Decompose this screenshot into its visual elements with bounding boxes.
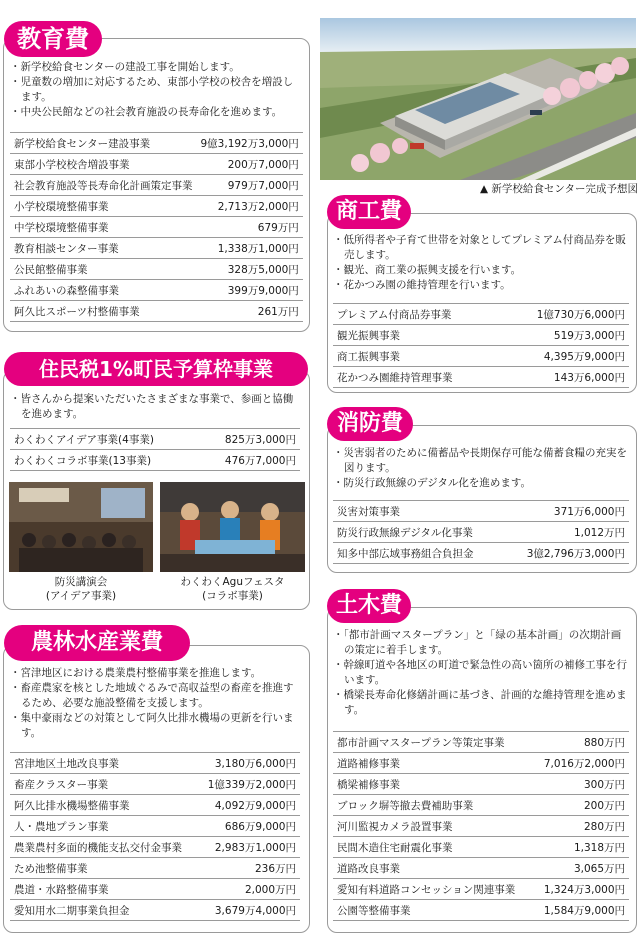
- table-row: [333, 543, 629, 564]
- bullet-item: ・ 橋梁長寿命化修繕計画に基づき、計画的な維持管理を進めます。: [333, 688, 629, 718]
- agriculture-bullets: [10, 666, 300, 741]
- table-row: [10, 259, 303, 280]
- lunch-center-illustration: [320, 18, 636, 180]
- education-bullets: [10, 60, 300, 120]
- table-row: [10, 238, 303, 259]
- project-name: 道路補修事業: [333, 753, 533, 774]
- project-amount: 1,318万円: [533, 837, 629, 858]
- project-amount: 979万7,000円: [197, 175, 303, 196]
- table-row: [333, 858, 629, 879]
- bullet-item: ・ 災害弱者のために備蓄品や長期保存可能な備蓄食糧の充実を図ります。: [333, 446, 629, 476]
- table-row: [333, 837, 629, 858]
- table-row: [333, 795, 629, 816]
- project-amount: 1億730万6,000円: [499, 304, 629, 325]
- project-amount: 2,983万1,000円: [197, 837, 300, 858]
- project-name: 河川監視カメラ設置事業: [333, 816, 533, 837]
- project-amount: 679万円: [197, 217, 303, 238]
- education-title: 教育費: [4, 21, 102, 57]
- project-amount: 236万円: [197, 858, 300, 879]
- project-amount: 1,324万3,000円: [533, 879, 629, 900]
- project-amount: 476万7,000円: [199, 450, 300, 471]
- photo1-caption: [9, 575, 153, 603]
- project-amount: 9億3,192万3,000円: [197, 133, 303, 154]
- project-amount: 3,679万4,000円: [197, 900, 300, 921]
- table-row: [10, 837, 300, 858]
- table-row: [10, 429, 300, 450]
- fire-table: [333, 500, 629, 564]
- table-row: [10, 133, 303, 154]
- table-row: [10, 900, 300, 921]
- project-amount: 261万円: [197, 301, 303, 322]
- agu-festa-photo: [160, 482, 305, 572]
- project-name: 農道・水路整備事業: [10, 879, 197, 900]
- civil-bullets: [333, 628, 629, 718]
- project-name: 人・農地プラン事業: [10, 816, 197, 837]
- project-name: ブロック塀等撤去費補助事業: [333, 795, 533, 816]
- photo1-caption-line2: (アイデア事業): [45, 590, 117, 602]
- table-row: [10, 280, 303, 301]
- project-amount: 4,395万9,000円: [499, 346, 629, 367]
- project-name: ふれあいの森整備事業: [10, 280, 197, 301]
- bullet-item: ・ 新学校給食センターの建設工事を開始します。: [10, 60, 300, 75]
- bullet-item: ・ 中央公民館などの社会教育施設の長寿命化を進めます。: [10, 105, 300, 120]
- project-amount: 519万3,000円: [499, 325, 629, 346]
- table-row: [333, 816, 629, 837]
- table-row: [333, 732, 629, 753]
- fire-bullets: [333, 446, 629, 491]
- project-name: 阿久比排水機場整備事業: [10, 795, 197, 816]
- bullet-item: ・ 「都市計画マスタープラン」と「緑の基本計画」の次期計画の策定に着手します。: [333, 628, 629, 658]
- project-name: 道路改良事業: [333, 858, 533, 879]
- table-row: [10, 175, 303, 196]
- project-amount: 880万円: [533, 732, 629, 753]
- table-row: [333, 367, 629, 388]
- project-amount: 2,713万2,000円: [197, 196, 303, 217]
- project-name: 愛知有料道路コンセッション関連事業: [333, 879, 533, 900]
- project-name: 都市計画マスタープラン等策定事業: [333, 732, 533, 753]
- project-name: 社会教育施設等長寿命化計画策定事業: [10, 175, 197, 196]
- project-amount: 686万9,000円: [197, 816, 300, 837]
- project-amount: 328万5,000円: [197, 259, 303, 280]
- bullet-item: ・ 低所得者や子育て世帯を対象としてプレミアム付商品券を販売します。: [333, 233, 629, 263]
- table-row: [10, 795, 300, 816]
- table-row: [10, 301, 303, 322]
- project-amount: 300万円: [533, 774, 629, 795]
- project-amount: 3,065万円: [533, 858, 629, 879]
- project-name: 知多中部広域事務組合負担金: [333, 543, 504, 564]
- table-row: [333, 501, 629, 522]
- project-amount: 2,000万円: [197, 879, 300, 900]
- bullet-item: ・ 防災行政無線のデジタル化を進めます。: [333, 476, 629, 491]
- project-amount: 399万9,000円: [197, 280, 303, 301]
- project-amount: 280万円: [533, 816, 629, 837]
- project-name: 中学校環境整備事業: [10, 217, 197, 238]
- project-name: 災害対策事業: [333, 501, 504, 522]
- project-amount: 7,016万2,000円: [533, 753, 629, 774]
- project-name: 阿久比スポーツ村整備事業: [10, 301, 197, 322]
- project-name: 宮津地区土地改良事業: [10, 753, 197, 774]
- photo2-caption-line2: (コラボ事業): [202, 590, 263, 602]
- project-amount: 1,012万円: [504, 522, 629, 543]
- agriculture-title: 農林水産業費: [4, 625, 190, 661]
- project-amount: 3億2,796万3,000円: [504, 543, 629, 564]
- table-row: [333, 304, 629, 325]
- project-amount: 200万円: [533, 795, 629, 816]
- table-row: [333, 900, 629, 921]
- commerce-bullets: [333, 233, 629, 293]
- project-name: 農業農村多面的機能支払交付金事業: [10, 837, 197, 858]
- project-name: 小学校環境整備事業: [10, 196, 197, 217]
- table-row: [10, 196, 303, 217]
- bullet-item: ・ 集中豪雨などの対策として阿久比排水機場の更新を行います。: [10, 711, 300, 741]
- project-amount: 1,338万1,000円: [197, 238, 303, 259]
- civil-table: [333, 731, 629, 921]
- education-table: [10, 132, 303, 322]
- bullet-item: ・ 児童数の増加に対応するため、東部小学校の校舎を増設します。: [10, 75, 300, 105]
- project-name: 東部小学校校舎増設事業: [10, 154, 197, 175]
- table-row: [333, 774, 629, 795]
- lunch-center-rendering: [320, 18, 636, 180]
- bullet-item: ・ 観光、商工業の振興支援を行います。: [333, 263, 629, 278]
- project-amount: 200万7,000円: [197, 154, 303, 175]
- project-amount: 4,092万9,000円: [197, 795, 300, 816]
- table-row: [10, 858, 300, 879]
- project-name: 公園等整備事業: [333, 900, 533, 921]
- photo2-caption-line1: わくわくAguフェスタ: [180, 576, 285, 588]
- table-row: [10, 450, 300, 471]
- table-row: [10, 753, 300, 774]
- commerce-table: [333, 303, 629, 388]
- disaster-lecture-photo: [9, 482, 153, 572]
- project-name: 橋梁補修事業: [333, 774, 533, 795]
- project-name: 新学校給食センター建設事業: [10, 133, 197, 154]
- table-row: [10, 154, 303, 175]
- bullet-item: ・ 皆さんから提案いただいたさまざまな事業で、参画と協働を進めます。: [10, 392, 300, 422]
- table-row: [333, 753, 629, 774]
- project-name: 公民館整備事業: [10, 259, 197, 280]
- project-name: 観光振興事業: [333, 325, 499, 346]
- project-amount: 143万6,000円: [499, 367, 629, 388]
- fire-title: 消防費: [327, 407, 413, 441]
- residents-title: 住民税1%町民予算枠事業: [4, 352, 308, 386]
- table-row: [333, 879, 629, 900]
- agriculture-table: [10, 752, 300, 921]
- project-name: わくわくアイデア事業(4事業): [10, 429, 199, 450]
- project-amount: 825万3,000円: [199, 429, 300, 450]
- project-name: わくわくコラボ事業(13事業): [10, 450, 199, 471]
- residents-bullets: [10, 392, 300, 422]
- project-amount: 1,584万9,000円: [533, 900, 629, 921]
- civil-title: 土木費: [327, 589, 411, 623]
- residents-table: [10, 428, 300, 471]
- project-name: 畜産クラスター事業: [10, 774, 197, 795]
- photo1-caption-line1: 防災講演会: [54, 576, 108, 588]
- table-row: [333, 325, 629, 346]
- project-name: 商工振興事業: [333, 346, 499, 367]
- project-name: 愛知用水二期事業負担金: [10, 900, 197, 921]
- rendering-caption: ▲ 新学校給食センター完成予想図: [480, 183, 638, 195]
- project-name: 花かつみ園維持管理事業: [333, 367, 499, 388]
- bullet-item: ・ 宮津地区における農業農村整備事業を推進します。: [10, 666, 300, 681]
- table-row: [10, 774, 300, 795]
- table-row: [10, 879, 300, 900]
- project-name: 教育相談センター事業: [10, 238, 197, 259]
- project-name: ため池整備事業: [10, 858, 197, 879]
- project-name: 防災行政無線デジタル化事業: [333, 522, 504, 543]
- photo2-caption: [160, 575, 305, 603]
- commerce-title: 商工費: [327, 195, 411, 229]
- bullet-item: ・ 幹線町道や各地区の町道で緊急性の高い箇所の補修工事を行います。: [333, 658, 629, 688]
- bullet-item: ・ 畜産農家を核とした地域ぐるみで高収益型の畜産を推進するため、必要な施設整備を支援します。: [10, 681, 300, 711]
- project-name: 民間木造住宅耐震化事業: [333, 837, 533, 858]
- project-amount: 3,180万6,000円: [197, 753, 300, 774]
- table-row: [333, 346, 629, 367]
- project-name: プレミアム付商品券事業: [333, 304, 499, 325]
- project-amount: 371万6,000円: [504, 501, 629, 522]
- table-row: [10, 217, 303, 238]
- table-row: [333, 522, 629, 543]
- bullet-item: ・ 花かつみ園の維持管理を行います。: [333, 278, 629, 293]
- project-amount: 1億339万2,000円: [197, 774, 300, 795]
- table-row: [10, 816, 300, 837]
